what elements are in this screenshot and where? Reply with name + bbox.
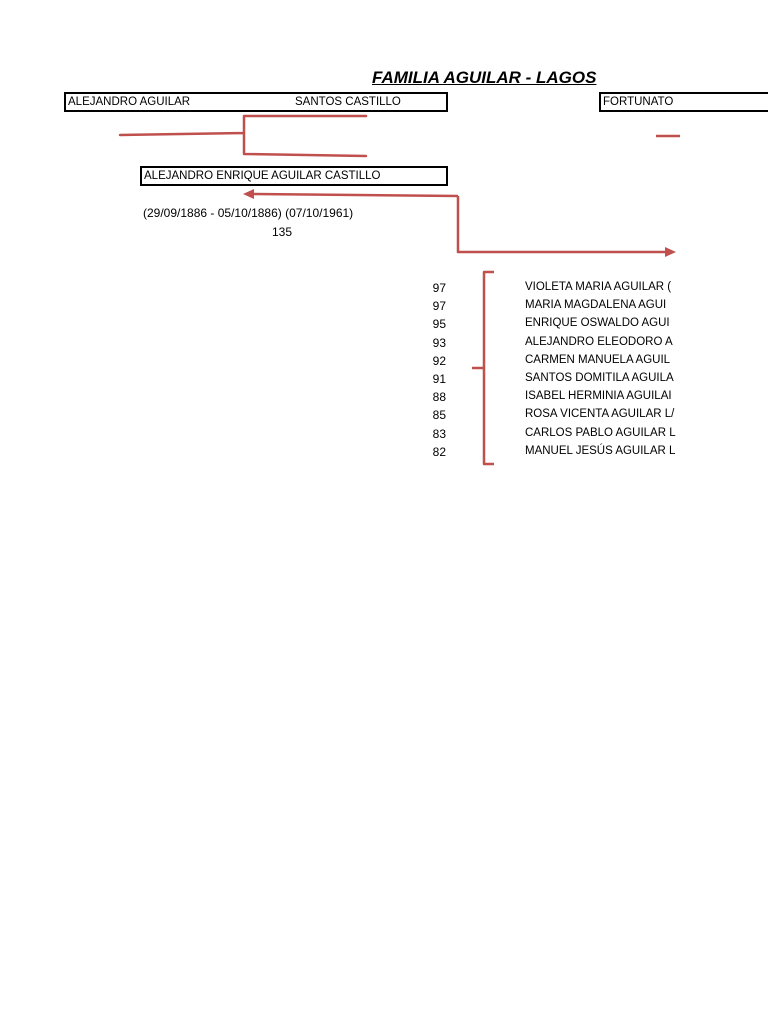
child-name: ISABEL HERMINIA AGUILAI xyxy=(525,390,672,403)
maternal-father-name: FORTUNATO xyxy=(603,96,674,108)
right-arrow-head xyxy=(665,247,676,257)
father-name: ALEJANDRO AGUILAR xyxy=(68,96,191,108)
child-age: 97 xyxy=(432,281,446,295)
child-age: 92 xyxy=(432,353,446,368)
child-name: VIOLETA MARIA AGUILAR ( xyxy=(525,281,672,293)
child-age: 82 xyxy=(432,444,446,459)
child-age: 91 xyxy=(432,372,446,386)
child-name: CARMEN MANUELA AGUIL xyxy=(525,353,671,366)
child-name: ROSA VICENTA AGUILAR L/ xyxy=(525,408,675,421)
child-name: ALEJANDRO ELEODORO A xyxy=(525,335,673,348)
child-name: ALEJANDRO ENRIQUE AGUILAR CASTILLO xyxy=(144,170,381,182)
age-value: 135 xyxy=(272,225,293,239)
life-dates: (29/09/1886 - 05/10/1886) (07/10/1961) xyxy=(143,206,354,220)
child-name: SANTOS DOMITILA AGUILA xyxy=(525,372,674,384)
child-name: ENRIQUE OSWALDO AGUI xyxy=(525,317,670,330)
child-age: 83 xyxy=(432,426,446,441)
child-age: 85 xyxy=(432,408,446,423)
page-title: FAMILIA AGUILAR - LAGOS xyxy=(372,68,597,87)
child-age: 93 xyxy=(432,335,446,350)
child-arrow-head xyxy=(243,189,254,199)
child-age: 95 xyxy=(432,317,446,332)
parents-bracket xyxy=(120,116,366,156)
child-arrow-line xyxy=(250,194,672,252)
child-name: MARIA MAGDALENA AGUI xyxy=(525,299,667,312)
child-name: CARLOS PABLO AGUILAR L xyxy=(525,426,676,439)
mother-name: SANTOS CASTILLO xyxy=(295,96,401,108)
child-age: 97 xyxy=(432,299,446,314)
children-bracket xyxy=(472,272,494,464)
child-name: MANUEL JESÚS AGUILAR L xyxy=(525,444,676,457)
child-age: 88 xyxy=(432,390,446,405)
